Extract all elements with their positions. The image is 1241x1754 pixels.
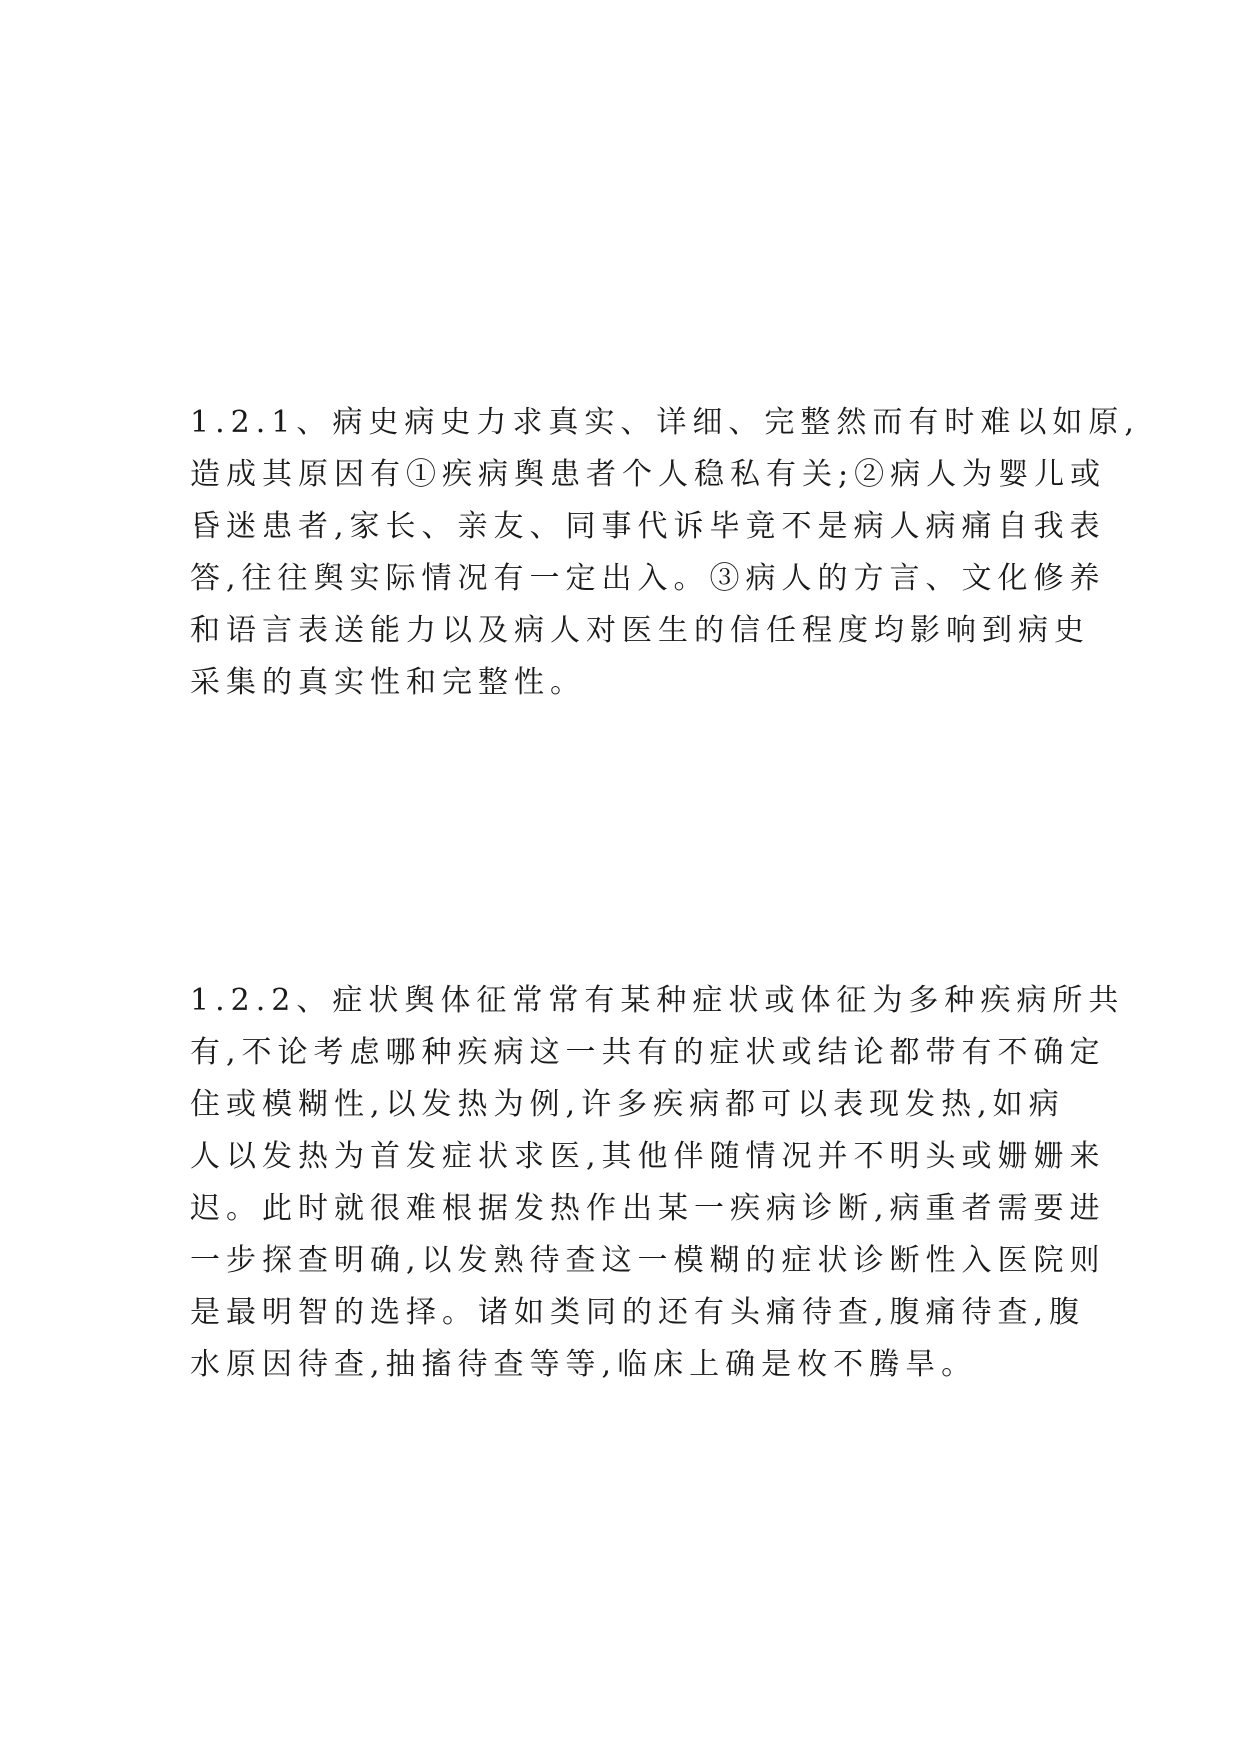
text-line: 一步探查明确,以发熟待查这一模糊的症状诊断性入医院则	[190, 1243, 1106, 1278]
text-line: 1.2.1、病史病史力求真实、详细、完整然而有时难以如原,	[190, 405, 1140, 440]
text-line: 1.2.2、症状舆体征常常有某种症状或体征为多种疾病所共	[190, 983, 1125, 1018]
text-line: 和语言表送能力以及病人对医生的信任程度均影响到病史	[190, 613, 1090, 648]
paragraph-1-2-2	[190, 975, 1125, 1391]
text-line: 造成其原因有①疾病舆患者个人稳私有关;②病人为婴儿或	[190, 457, 1107, 492]
text-line: 采集的真实性和完整性。	[190, 665, 586, 700]
text-line: 住或模糊性,以发热为例,许多疾病都可以表现发热,如病	[190, 1087, 1065, 1122]
text-line: 有,不论考虑哪种疾病这一共有的症状或结论都带有不确定	[190, 1035, 1106, 1070]
text-line: 水原因待查,抽搐待查等等,临床上确是枚不腾旱。	[190, 1347, 978, 1382]
paragraph-1-2-1	[190, 397, 1140, 709]
text-line: 迟。此时就很难根据发热作出某一疾病诊断,病重者需要进	[190, 1191, 1106, 1226]
text-line: 人以发热为首发症状求医,其他伴随情况并不明头或姗姗来	[190, 1139, 1106, 1174]
text-line: 是最明智的选择。诸如类同的还有头痛待查,腹痛待查,腹	[190, 1295, 1086, 1330]
text-line: 昏迷患者,家长、亲友、同事代诉毕竟不是病人病痛自我表	[190, 509, 1106, 544]
text-line: 答,往往舆实际情况有一定出入。③病人的方言、文化修养	[190, 561, 1106, 596]
